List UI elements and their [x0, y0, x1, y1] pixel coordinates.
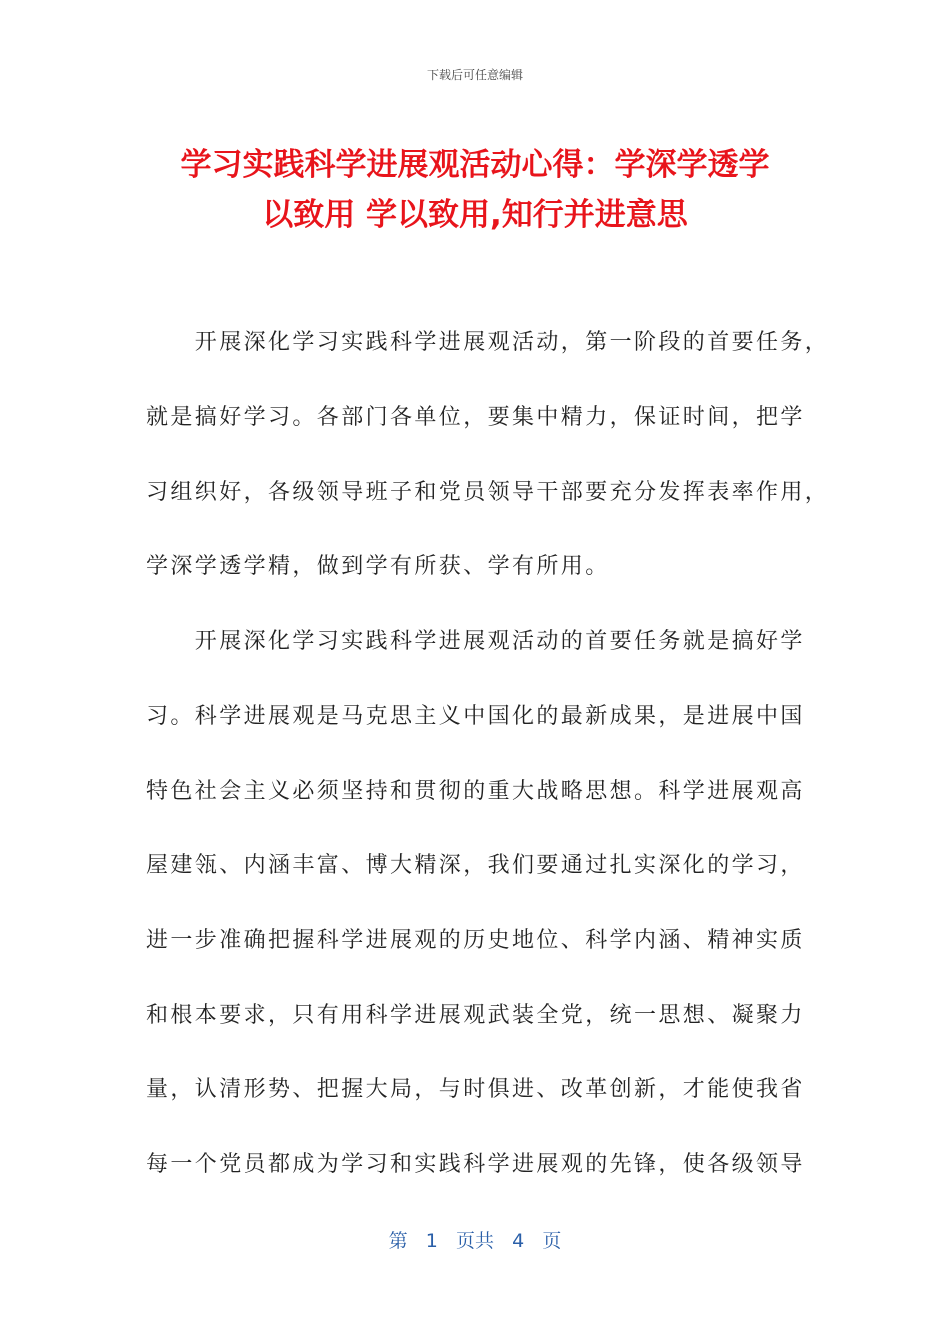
body-line: 进一步准确把握科学进展观的历史地位、科学内涵、精神实质 [146, 928, 805, 953]
body-line: 屋建瓴、内涵丰富、博大精深，我们要通过扎实深化的学习， [146, 853, 805, 878]
header-note: 下载后可任意编辑 [426, 68, 523, 82]
body-line: 特色社会主义必须坚持和贯彻的重大战略思想。科学进展观高 [146, 779, 805, 804]
title-line-2: 以致用 学以致用,知行并进意思 [262, 197, 688, 233]
body-line: 开展深化学习实践科学进展观活动，第一阶段的首要任务， [146, 330, 830, 355]
document-title [140, 140, 810, 240]
footer-current-page: 1 [425, 1230, 438, 1252]
body-line: 量，认清形势、把握大局，与时俱进、改革创新，才能使我省 [146, 1077, 805, 1102]
body-line: 和根本要求，只有用科学进展观武装全党，统一思想、凝聚力 [146, 1003, 805, 1028]
footer-label-of: 页共 [455, 1230, 494, 1252]
body-line: 习组织好，各级领导班子和党员领导干部要充分发挥表率作用， [146, 480, 830, 505]
body-line: 就是搞好学习。各部门各单位，要集中精力，保证时间，把学 [146, 405, 805, 430]
body-line: 习。科学进展观是马克思主义中国化的最新成果，是进展中国 [146, 704, 805, 729]
footer-total-pages: 4 [512, 1230, 525, 1252]
footer-label-page: 第 [388, 1230, 408, 1252]
body-line: 学深学透学精，做到学有所获、学有所用。 [146, 554, 610, 579]
footer-label-end: 页 [542, 1230, 562, 1252]
title-line-1: 学习实践科学进展观活动心得：学深学透学 [180, 147, 770, 183]
body-line: 每一个党员都成为学习和实践科学进展观的先锋，使各级领导 [146, 1152, 805, 1177]
page-footer [0, 1226, 950, 1253]
body-line: 开展深化学习实践科学进展观活动的首要任务就是搞好学 [146, 629, 805, 654]
